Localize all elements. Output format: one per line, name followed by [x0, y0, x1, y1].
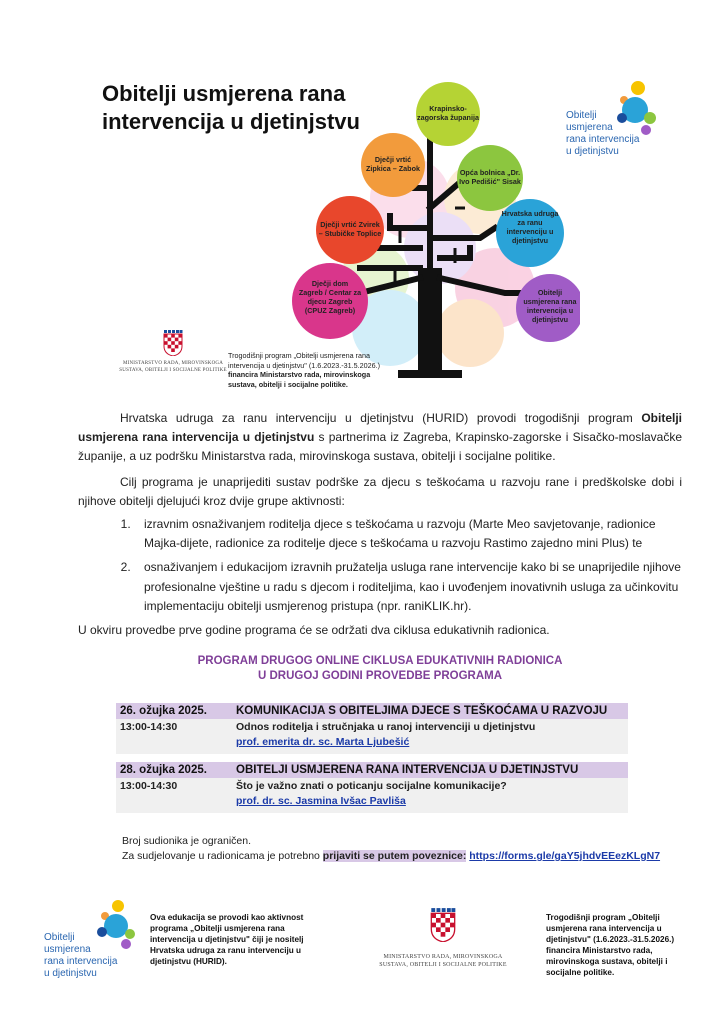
- session-lecturer-link[interactable]: prof. emerita dr. sc. Marta Ljubešić: [236, 736, 410, 748]
- cycles-paragraph: U okviru provedbe prve godine programa će se održati dva ciklusa edukativnih radionica.: [78, 623, 550, 638]
- svg-text:Krapinsko-zagorska županija: Krapinsko-zagorska županija: [417, 104, 479, 122]
- title-line-2: intervencija u djetinjstvu: [102, 109, 360, 134]
- program-logo-bottom: [40, 898, 140, 978]
- leaf-ob-sisak: [457, 145, 523, 211]
- program-logo-text-bottom: Obitelji usmjerena rana intervencija u djetinjstvu: [44, 932, 118, 979]
- session-description: Odnos roditelja i stručnjaka u ranoj intervenciji u djetinjstvu: [236, 721, 536, 733]
- ministry-logo-top: [118, 330, 228, 374]
- list-item: 2. osnaživanjem i edukacijom izravnih pružatelja usluga rane intervencije kako bi se unaprijedile njihove profesionalne vještine u radu s djecom i roditeljima, kao i uvođenjem inovativnih usluga za učinkovitu implementaciju obitelji usmjerenog pristupa (npr. raniKLIK.hr).: [134, 558, 682, 616]
- ministry-name-bottom: MINISTARSTVO RADA, MIROVINSKOGA SUSTAVA, OBITELJI I SOCIJALNE POLITIKE: [379, 954, 507, 968]
- program-description: [78, 409, 682, 640]
- session-topic: KOMUNIKACIJA S OBITELJIMA DJECE S TEŠKOĆAMA U RAZVOJU: [236, 705, 608, 717]
- session-header: [116, 703, 628, 719]
- leaf-zvirek-stubicke-toplice: [316, 196, 384, 264]
- leaf-krapinsko-zagorska: [416, 82, 480, 146]
- activity-list: [78, 515, 682, 616]
- footer-funding-note: Trogodišnji program „Obitelji usmjerena rana intervencija u djetinjstvu" (1.6.2023.-31.5.2026.) financira Ministarstvo rada, mirovinskoga sustava, obitelji i socijalne politike.: [546, 913, 675, 977]
- session-date: 28. ožujka 2025.: [120, 764, 207, 776]
- program-logo-text: Obitelji usmjerena rana intervencija u djetinjstvu: [566, 110, 640, 157]
- croatian-coat-of-arms-icon: [163, 330, 183, 356]
- session-header: [116, 762, 628, 778]
- intro-paragraph: Hrvatska udruga za ranu intervenciju u djetinjstvu (HURID) provodi trogodišnji program Obitelji usmjerena rana intervencija u djetinjstvu s partnerima iz Zagreba, Krapinsko-zagorske i Sisačko-moslavačke županije, a uz podršku Ministarstva rada, mirovinskoga sustava, obitelji i socijalne politike.: [78, 411, 683, 464]
- session-time: 13:00-14:30: [120, 721, 178, 733]
- program-funding-note-top: Trogodišnji program „Obitelji usmjerena rana intervencija u djetinjstvu" (1.6.2023.-31.5.2026.) financira Ministarstvo rada, mirovinskoga sustava, obitelji i socijalne politike.: [228, 351, 380, 389]
- svg-text:Dječji domZagreb / Centar zadj: Dječji dom Zagreb / Centar za djecu Zagreb (CPUZ Zagreb): [298, 279, 362, 315]
- registration-note: [122, 834, 682, 864]
- session-time: 13:00-14:30: [120, 780, 178, 792]
- title-line-1: Obitelji usmjerena rana: [102, 81, 346, 106]
- session-date: 26. ožujka 2025.: [120, 705, 207, 717]
- list-item: 1. izravnim osnaživanjem roditelja djece s teškoćama u razvoju (Marte Meo savjetovanje, radionice Majka-dijete, radionice za roditelje djece s teškoćama u razvoju Rastimo zajedno mini Plus) te: [134, 515, 682, 553]
- footer-hurid-note: Ova edukacija se provodi kao aktivnost programa „Obitelji usmjerena rana intervencija u djetinjstvu" čiji je nositelj Hrvatska udruga za ranu intervenciju u djetinjstvu (HURID).: [150, 913, 304, 966]
- session-details: [116, 719, 628, 754]
- partner-tree-illustration: [280, 78, 580, 378]
- participants-limited-text: Broj sudionika je ograničen.: [122, 835, 251, 847]
- svg-text:Dječji vrtićZipkica – Zabok: Dječji vrtić Zipkica – Zabok: [366, 155, 420, 173]
- goal-paragraph: Cilj programa je unaprijediti sustav podrške za djecu s teškoćama u razvoju rane i predškolske dobi i njihove obitelji djelujući kroz dvije grupe aktivnosti:: [78, 474, 682, 508]
- ministry-logo-bottom: [368, 908, 518, 969]
- leaf-cpuz-zagreb: [292, 263, 368, 339]
- svg-text:Dječji vrtić Zvirek– Stubičke: Dječji vrtić Zvirek – Stubičke Toplice: [318, 220, 382, 238]
- svg-text:Obiteljiusmjerena ranainterven: Obitelji usmjerena rana intervencija u djetinjstvu: [523, 288, 577, 324]
- session-description: Što je važno znati o poticanju socijalne komunikacije?: [236, 780, 507, 792]
- croatian-coat-of-arms-icon: [430, 908, 456, 942]
- ministry-name-top: MINISTARSTVO RADA, MIROVINSKOGA SUSTAVA, OBITELJI I SOCIJALNE POLITIKE: [119, 361, 227, 373]
- svg-text:Opća bolnica „Dr.Ivo Pedišić": Opća bolnica „Dr. Ivo Pedišić" Sisak: [459, 168, 521, 186]
- workshop-program-heading: PROGRAM DRUGOG ONLINE CIKLUSA EDUKATIVNIH RADIONICA U DRUGOJ GODINI PROVEDBE PROGRAMA: [197, 655, 563, 682]
- session-2: [116, 762, 628, 813]
- registration-link[interactable]: https://forms.gle/gaY5jhdvEEezKLgN7: [469, 850, 661, 862]
- leaf-zipkica-zabok: [361, 133, 425, 197]
- session-1: [116, 703, 628, 754]
- registration-line: Za sudjelovanje u radionicama je potrebno prijaviti se putem poveznice: https://forms.gle/gaY5jhdvEEezKLgN7: [122, 850, 661, 862]
- session-lecturer-link[interactable]: prof. dr. sc. Jasmina Ivšac Pavliša: [236, 795, 406, 807]
- session-details: [116, 778, 628, 813]
- program-logo-top: [566, 78, 690, 168]
- session-topic: OBITELJI USMJERENA RANA INTERVENCIJA U DJETINJSTVU: [236, 764, 579, 776]
- svg-text:Hrvatska udrugaza ranuinterven: Hrvatska udruga za ranu intervenciju u djetinjstvu: [501, 209, 559, 245]
- leaf-hurid: [496, 199, 564, 267]
